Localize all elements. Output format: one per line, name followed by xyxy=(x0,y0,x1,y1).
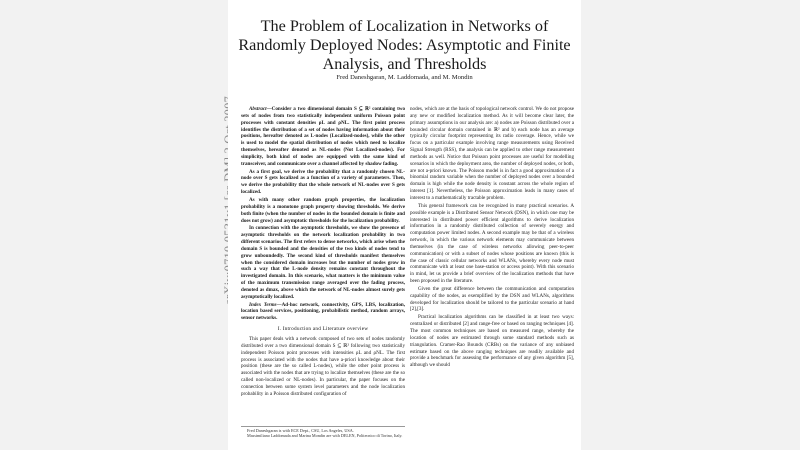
abstract-text: Consider a two dimensional domain S ⊆ ℝ² containing two sets of nodes from two statistically independent uniform Poisson point processes with constant densities ρL and ρNL. The first point process identifies the distribution of a set of nodes having information about their positions, hereafter denoted as L-nodes (Localized-nodes), while the other is used to model the spatial distribution of nodes which need to localize themselves, hereafter denoted as NL-nodes (Not Localized-nodes). For simplicity, both kind of nodes are equipped with the same kind of transceiver, and communicate over a channel affected by shadow fading. xyxy=(241,106,405,167)
paper-authors: Fred Daneshgaran, M. Laddomada, and M. Mondin xyxy=(336,74,473,81)
body-paragraph: This general framework can be recognized in many practical scenarios. A possible example is a Distributed Sensor Network (DSN), in which one may be interested in distributed power efficient algorithms to derive localization information in a randomly distributed collection of severely energy and computation power limited nodes. A second example may be that of a wireless network, in which the various network elements may communicate between themselves (in the case of wireless networks allowing peer-to-peer communication) or with a subset of nodes whose positions are known (this is the case of classic cellular networks and WLANs, whereby every node must communicate with at least one base-station or access point). With this scenario in mind, let us provide a brief overview of the localization methods that have been proposed in the literature. xyxy=(410,202,574,285)
left-gutter xyxy=(0,0,228,450)
footnotes xyxy=(241,426,405,438)
footnote: Fred Daneshgaran is with ECE Dept., CSU, Los Angeles, USA. xyxy=(247,428,354,433)
index-terms-text: Ad-hoc network, connectivity, GPS, LBS, localization, location based services, positioning, probabilistic method, random arrays, sensor networks. xyxy=(241,301,406,322)
index-terms: Index Terms—Ad-hoc network, connectivity, GPS, LBS, localization, location based services, positioning, probabilistic method, random arrays, sensor networks. xyxy=(241,301,406,322)
paper-title: The Problem of Localization in Networks of Randomly Deployed Nodes: Asymptotic and Finite Analysis, and Thresholds xyxy=(238,17,571,73)
right-column xyxy=(410,106,574,370)
left-column xyxy=(241,106,405,399)
right-gutter xyxy=(581,0,800,450)
body-paragraph: Given the great difference between the communication and computation capability of the nodes, as exemplified by the DSN and WLANs, algorithms developed for localization should be tailored to the particular scenario at hand [2],[3]. xyxy=(410,285,574,313)
footnote: Massimiliano Laddomada and Marina Mondin are with DELEN, Politecnico di Torino, Italy. xyxy=(247,433,403,439)
paper-page xyxy=(228,0,581,450)
abstract-paragraph: As with many other random graph properties, the localization probability is a monotone graph property showing thresholds. We derive both finite (when the number of nodes in the bounded domain is finite and does not grow) and asymptotic thresholds for the localization probability. xyxy=(241,196,405,224)
abstract xyxy=(241,106,405,301)
body-paragraph: Practical localization algorithms can be classified in at least two ways: centralized or distributed [2] and range-free or based on ranging techniques [4]. The most common techniques are based on measured range, whereby the location of nodes are estimated through some standard methods such as triangulation. Cramer-Rao Bounds (CRBs) on the variance of any unbiased estimate based on the above ranging techniques are readily available and provide a benchmark for assessing the performance of any given algorithm [5], although we should xyxy=(410,314,574,369)
abstract-paragraph: Abstract—Consider a two dimensional domain S ⊆ ℝ² containing two sets of nodes from two statistically independent uniform Poisson point processes with constant densities ρL and ρNL. The first point process identifies the distribution of a set of nodes having information about their positions, hereafter denoted as L-nodes (Localized-nodes), while the other is used to model the spatial distribution of nodes which need to localize themselves, hereafter denoted as NL-nodes (Not Localized-nodes). For simplicity, both kind of nodes are equipped with the same kind of transceiver, and communicate over a channel affected by shadow fading. xyxy=(241,106,405,167)
intro-paragraph: This paper deals with a network composed of two sets of nodes randomly distributed over a two dimensional domain S ⊆ ℝ² following two statistically independent Poisson point processes with intensities ρL and ρNL. The first process is associated with the nodes that have a-priori knowledge about their position (these are the so called L-nodes), while the other point process is associated with the nodes that are trying to localize themselves (these are the so called non-localized or NL-nodes). In particular, the paper focuses on the connection between some system level parameters and the node localization probability in a Poisson distributed configuration of xyxy=(241,336,405,397)
abstract-paragraph: In connection with the asymptotic thresholds, we show the presence of asymptotic thresholds on the network localization probability in two different scenarios. The first refers to dense networks, which arise when the domain S is bounded and the densities of the two kinds of nodes tend to grow unboundedly. The second kind of thresholds manifest themselves when the considered domain increases but the number of nodes grow in such a way that the L-node density remains constant throughout the investigated domain. In this scenario, what matters is the minimum value of the maximum transmission range averaged over the fading process, denoted as dmax, above which the network of NL-nodes almost surely gets asymptotically localized. xyxy=(241,225,405,300)
abstract-paragraph: As a first goal, we derive the probability that a randomly chosen NL-node over S gets localized as a function of a variety of parameters. Then, we derive the probability that the whole network of NL-nodes over S gets localized. xyxy=(241,168,405,196)
body-paragraph: nodes, which are at the basis of topological network control. We do not propose any new or modified localization method. As it will become clear later, the primary assumptions in our analysis are: a) nodes are Poisson distributed over a bounded circular domain contained in ℝ² and b) each node has an average typically circular footprint representing its radio coverage. Hence, while we focus on a particular example involving range measurements using Received Signal Strength (RSS), the analysis can be applied to other range measurement methods as well. Notice that Poisson point processes are useful for modelling scenarios in which the deployment area, the number of deployed nodes, or both, are not a-priori known. The Poisson model is in fact a good approximation of a binomial random variable when the number of deployed nodes over a bounded domain is high while the node density is constant across the whole region of interest [1]. Nevertheless, the Poisson approximation leads in many cases of interest to a mathematically tractable problem. xyxy=(410,106,574,201)
index-terms-lead: Index Terms xyxy=(249,301,277,308)
section-heading: I. Introduction and Literature overview xyxy=(277,326,369,333)
abstract-lead: Abstract xyxy=(249,106,267,112)
